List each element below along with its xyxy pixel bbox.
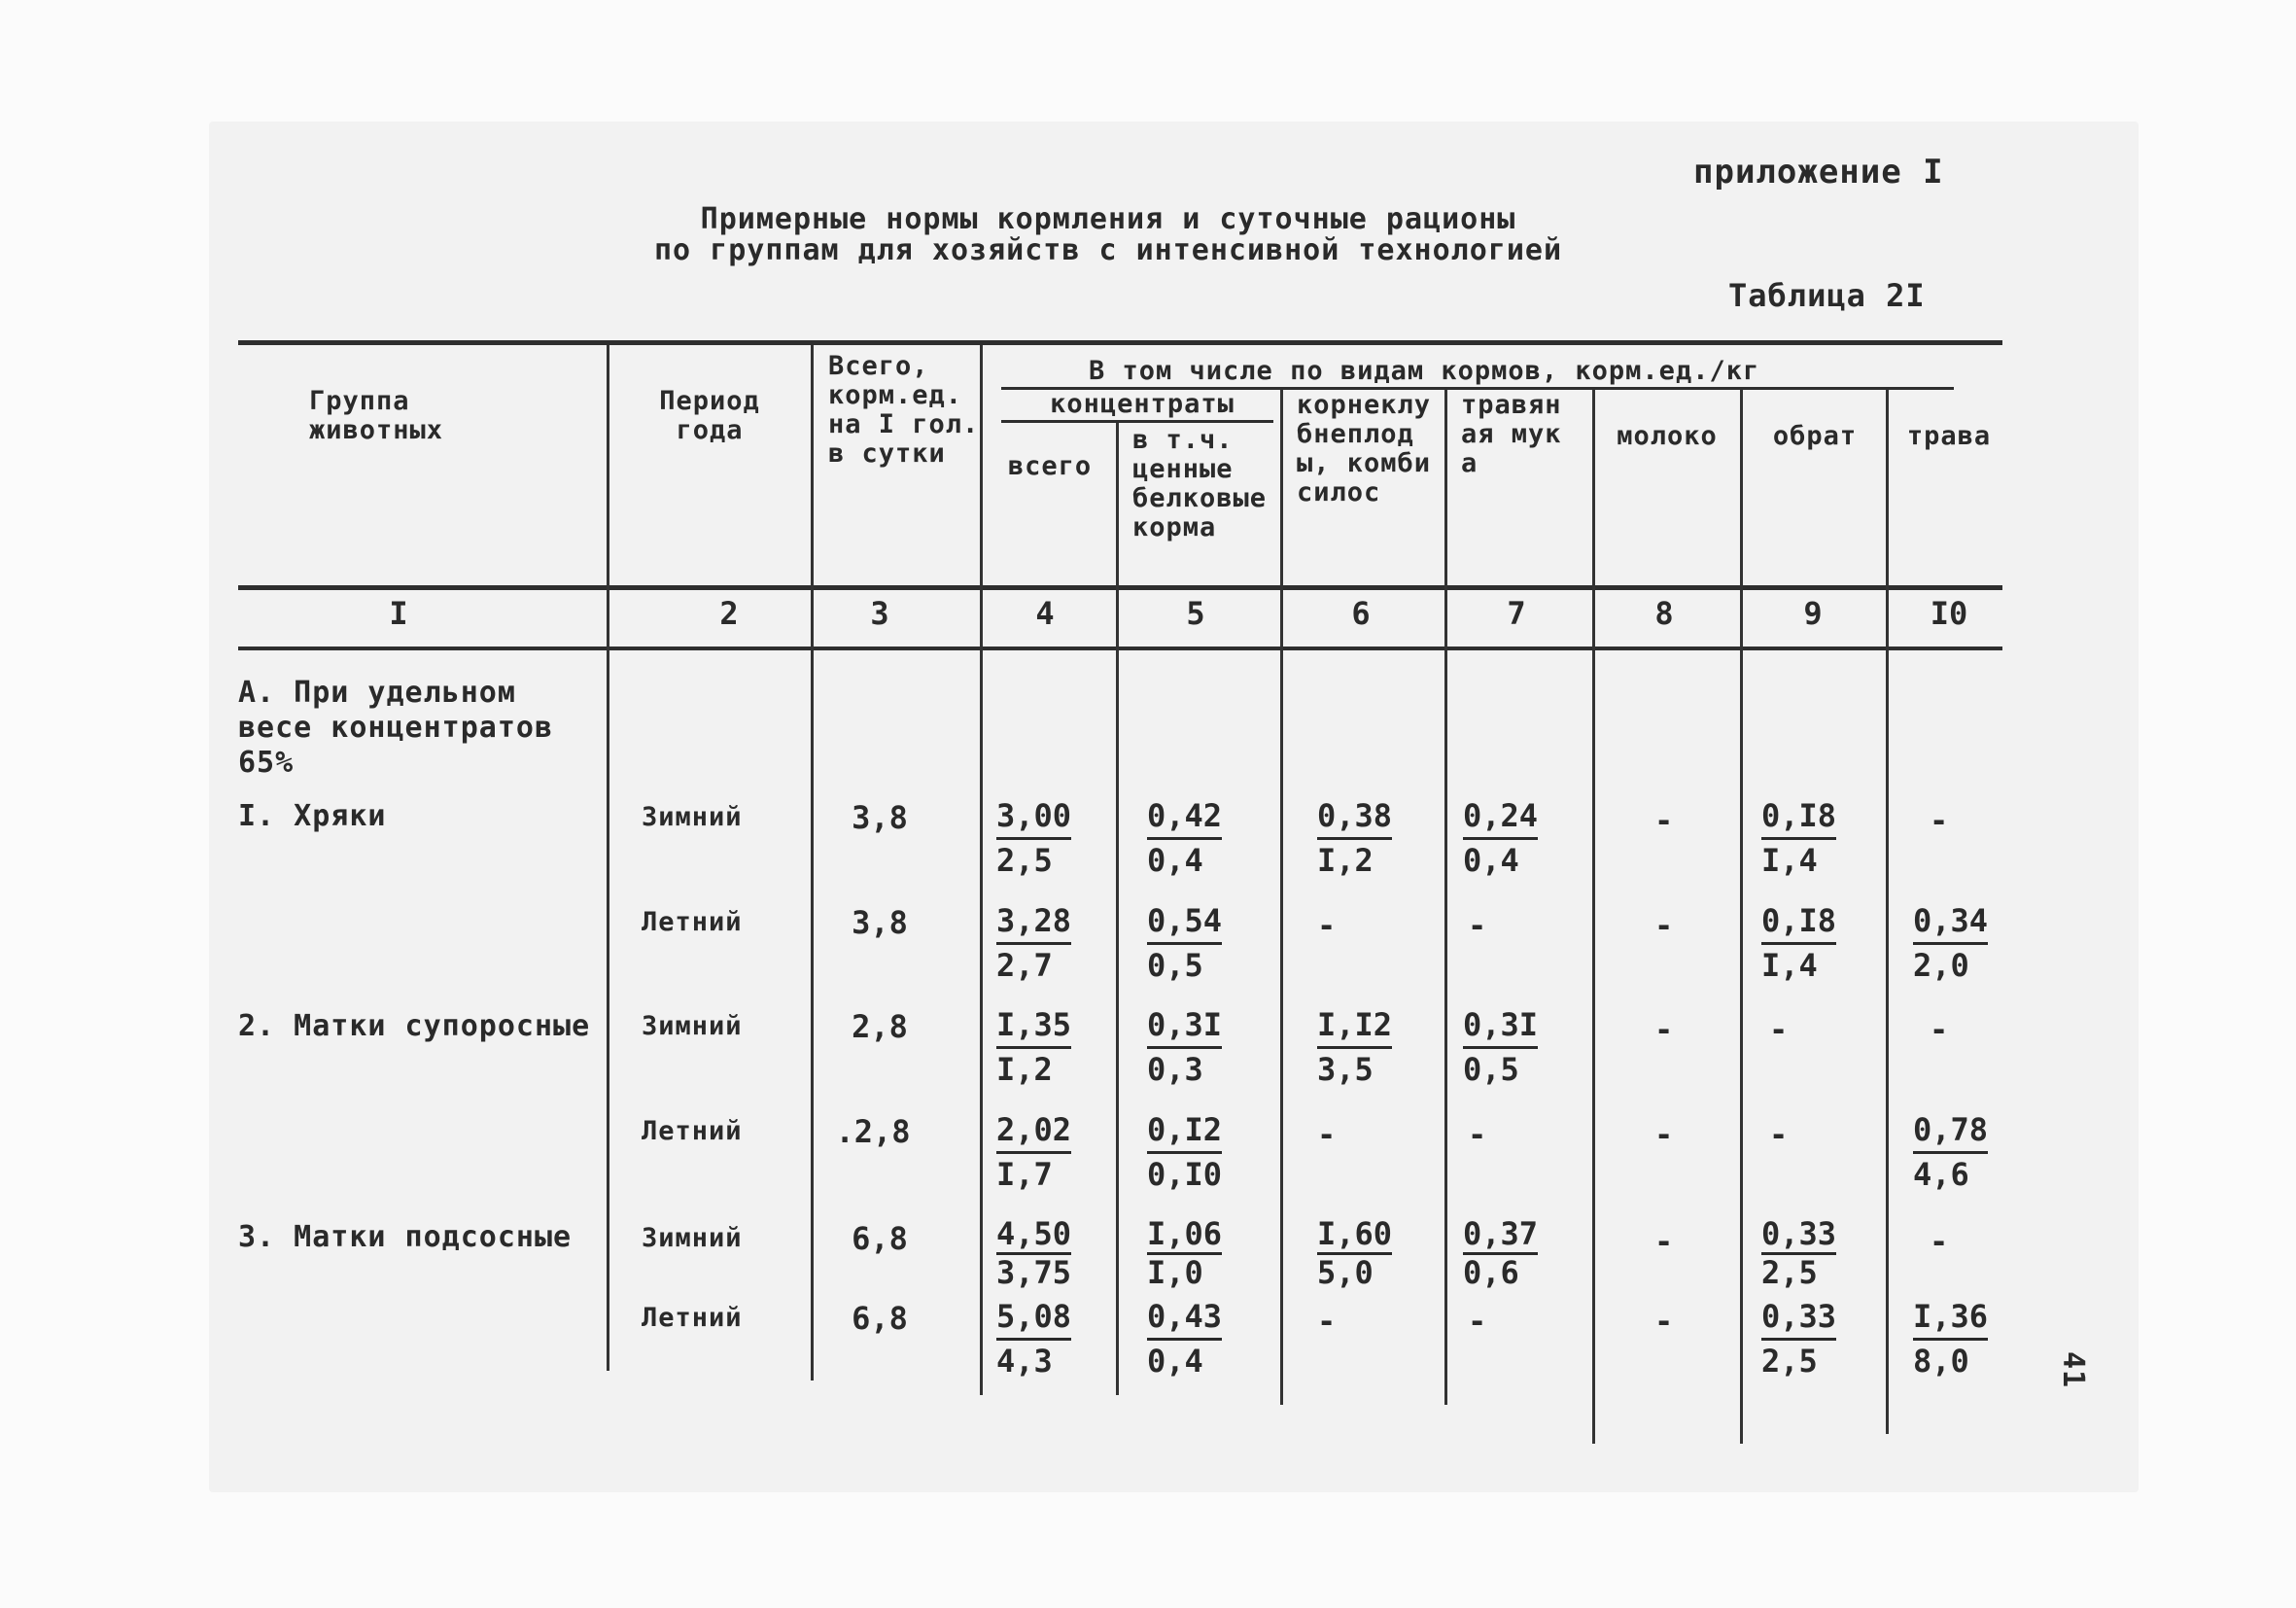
header-grass: трава (1906, 421, 1992, 451)
col-divider (1592, 389, 1595, 1444)
empty-dash: - (1930, 1223, 1949, 1260)
table-cell: 0,33 2,5 (1761, 1215, 1837, 1291)
season-label: Зимний (642, 802, 743, 832)
col-number: 7 (1507, 595, 1526, 632)
table-cell: 0,38 I,2 (1317, 797, 1393, 879)
page-number: 41 (2056, 1351, 2090, 1389)
table-cell: 0,3I 0,3 (1147, 1006, 1223, 1088)
col-divider (980, 345, 983, 1395)
empty-dash: - (1930, 1011, 1949, 1048)
header-skim: обрат (1772, 421, 1858, 451)
empty-dash: - (1654, 907, 1674, 944)
group-label: 2. Матки супоросные (238, 1009, 591, 1043)
empty-dash: - (1654, 802, 1674, 839)
season-label: Зимний (642, 1223, 743, 1253)
empty-dash: - (1654, 1223, 1674, 1260)
header-group: Группа животных (309, 386, 444, 445)
header-conc-all: всего (1007, 451, 1093, 481)
table-cell: 0,I8 I,4 (1761, 902, 1837, 984)
section-a-label: А. При удельном весе концентратов 65% (238, 676, 554, 780)
table-cell: 4,50 3,75 (996, 1215, 1072, 1291)
empty-dash: - (1654, 1116, 1674, 1153)
table-cell: 0,I8 I,4 (1761, 797, 1837, 879)
table-cell: 0,43 0,4 (1147, 1298, 1223, 1380)
title-line-1: Примерные нормы кормления и суточные рационы (700, 202, 1516, 236)
total-value: .2,8 (835, 1113, 911, 1150)
table-cell: I,36 8,0 (1913, 1298, 1989, 1380)
table-cell: 0,42 0,4 (1147, 797, 1223, 879)
empty-dash: - (1654, 1011, 1674, 1048)
header-roots: корнеклубнеплоды, комбисилос (1297, 390, 1432, 507)
table-cell: I,35 I,2 (996, 1006, 1072, 1088)
empty-dash: - (1468, 1116, 1487, 1153)
season-label: Летний (642, 907, 743, 937)
empty-dash: - (1317, 907, 1337, 944)
table-cell: 3,00 2,5 (996, 797, 1072, 879)
table-cell: 5,08 4,3 (996, 1298, 1072, 1380)
empty-dash: - (1930, 802, 1949, 839)
table-cell: 0,24 0,4 (1463, 797, 1539, 879)
table-label: Таблица 2I (1728, 277, 1926, 314)
empty-dash: - (1317, 1303, 1337, 1340)
season-label: Летний (642, 1303, 743, 1333)
header-total: Всего, корм.ед. на I гол. в сутки (828, 351, 980, 469)
col-divider (811, 345, 814, 1381)
col-number: 3 (870, 595, 889, 632)
header-including: В том числе по видам кормов, корм.ед./кг (1089, 356, 1760, 386)
numbers-rule (238, 647, 2002, 650)
table-cell: 0,78 4,6 (1913, 1111, 1989, 1193)
season-label: Летний (642, 1116, 743, 1146)
table-cell: I,60 5,0 (1317, 1215, 1393, 1291)
col-number: 9 (1803, 595, 1823, 632)
col-number: 5 (1186, 595, 1205, 632)
empty-dash: - (1769, 1011, 1789, 1048)
table-cell: 2,02 I,7 (996, 1111, 1072, 1193)
col-number: 6 (1351, 595, 1371, 632)
empty-dash: - (1654, 1303, 1674, 1340)
empty-dash: - (1468, 1303, 1487, 1340)
table-cell: 0,33 2,5 (1761, 1298, 1837, 1380)
empty-dash: - (1317, 1116, 1337, 1153)
header-milk: молоко (1617, 421, 1718, 451)
concentrates-rule (1001, 420, 1273, 423)
group-label: I. Хряки (238, 799, 387, 833)
total-value: 3,8 (852, 904, 908, 941)
appendix-label: приложение I (1693, 153, 1944, 192)
col-divider (1740, 389, 1743, 1444)
col-divider (1886, 389, 1889, 1434)
total-value: 6,8 (852, 1220, 908, 1257)
header-grass-meal: травяная мука (1461, 390, 1562, 478)
total-value: 6,8 (852, 1300, 908, 1337)
col-number: I (389, 595, 408, 632)
table-cell: 3,28 2,7 (996, 902, 1072, 984)
header-conc-protein: в т.ч. ценные белковые корма (1132, 425, 1268, 542)
col-number: 2 (719, 595, 739, 632)
total-value: 2,8 (852, 1008, 908, 1045)
col-divider (1444, 389, 1447, 1405)
col-number: 8 (1654, 595, 1674, 632)
empty-dash: - (1468, 907, 1487, 944)
header-concentrates: концентраты (1050, 389, 1235, 419)
group-label: 3. Матки подсосные (238, 1220, 573, 1254)
table-cell: 0,54 0,5 (1147, 902, 1223, 984)
table-cell: 0,3I 0,5 (1463, 1006, 1539, 1088)
table-top-rule (238, 340, 2002, 345)
season-label: Зимний (642, 1011, 743, 1041)
header-period: Период года (659, 386, 760, 445)
col-divider (1280, 389, 1283, 1405)
table-cell: I,06 I,0 (1147, 1215, 1223, 1291)
header-bottom-rule (238, 585, 2002, 590)
col-number: I0 (1930, 595, 1968, 632)
empty-dash: - (1769, 1116, 1789, 1153)
col-number: 4 (1035, 595, 1055, 632)
table-cell: I,I2 3,5 (1317, 1006, 1393, 1088)
table-cell: 0,34 2,0 (1913, 902, 1989, 984)
table-cell: 0,37 0,6 (1463, 1215, 1539, 1291)
table-cell: 0,I2 0,I0 (1147, 1111, 1223, 1193)
col-divider (1116, 423, 1119, 1395)
col-divider (607, 345, 609, 1371)
total-value: 3,8 (852, 799, 908, 836)
title-line-2: по группам для хозяйств с интенсивной технологией (653, 233, 1563, 267)
